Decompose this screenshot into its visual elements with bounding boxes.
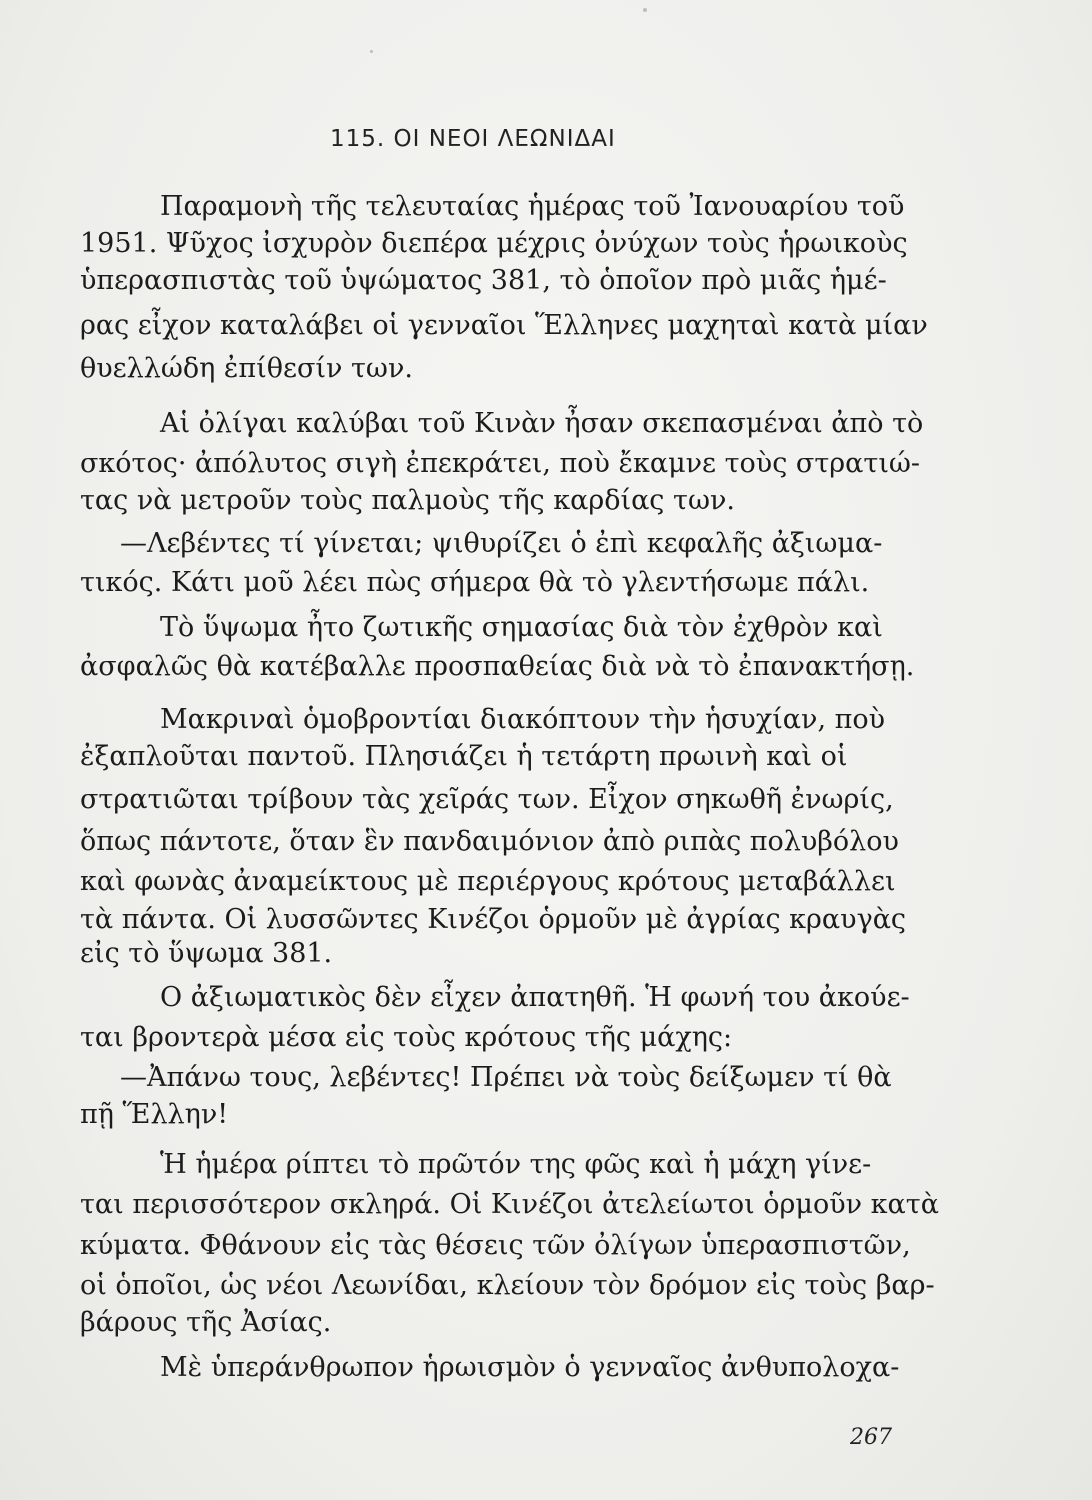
text-line: θυελλώδη ἐπίθεσίν των. xyxy=(80,353,413,384)
text-line: τὰ πάντα. Οἱ λυσσῶντες Κινέζοι ὁρμοῦν μὲ ἀγρίας κραυγὰς xyxy=(80,904,907,935)
text-line: καὶ φωνὰς ἀναμείκτους μὲ περιέργους κρότους μεταβάλλει xyxy=(80,866,896,897)
text-line: Τὸ ὕψωμα ἦτο ζωτικῆς σημασίας διὰ τὸν ἐχθρὸν καὶ xyxy=(160,612,883,643)
text-line: οἱ ὁποῖοι, ὡς νέοι Λεωνίδαι, κλείουν τὸν δρόμον εἰς τοὺς βαρ- xyxy=(80,1270,935,1301)
text-line: Παραμονὴ τῆς τελευταίας ἡμέρας τοῦ Ἰανουαρίου τοῦ xyxy=(160,191,905,222)
page-number: 267 xyxy=(850,1425,892,1450)
text-line: Ο ἀξιωματικὸς δὲν εἶχεν ἀπατηθῆ. Ἡ φωνή του ἀκούε- xyxy=(160,982,910,1013)
text-line: Ἡ ἡμέρα ρίπτει τὸ πρῶτόν της φῶς καὶ ἡ μάχη γίνε- xyxy=(160,1149,872,1180)
text-line: τας νὰ μετροῦν τοὺς παλμοὺς τῆς καρδίας των. xyxy=(80,485,735,516)
text-line: ἐξαπλοῦται παντοῦ. Πλησιάζει ἡ τετάρτη πρωινὴ καὶ οἱ xyxy=(80,741,848,772)
text-line: εἰς τὸ ὕψωμα 381. xyxy=(80,938,333,969)
text-line: πῇ Ἕλλην! xyxy=(80,1099,229,1130)
text-line: 1951. Ψῦχος ἰσχυρὸν διεπέρα μέχρις ὀνύχων τοὺς ἡρωικοὺς xyxy=(80,228,908,259)
chapter-title: 115. ΟΙ ΝΕΟΙ ΛΕΩΝΙΔΑΙ xyxy=(330,126,616,152)
print-speck xyxy=(643,8,647,12)
text-line: τικός. Κάτι μοῦ λέει πὼς σήμερα θὰ τὸ γλεντήσωμε πάλι. xyxy=(80,567,870,598)
text-line: κύματα. Φθάνουν εἰς τὰς θέσεις τῶν ὀλίγων ὑπερασπιστῶν, xyxy=(80,1230,911,1261)
print-speck xyxy=(370,50,373,53)
text-line: ὑπερασπιστὰς τοῦ ὑψώματος 381, τὸ ὁποῖον πρὸ μιᾶς ἡμέ- xyxy=(80,265,887,296)
text-line: στρατιῶται τρίβουν τὰς χεῖράς των. Εἶχον σηκωθῆ ἐνωρίς, xyxy=(80,784,894,815)
text-line: Αἱ ὀλίγαι καλύβαι τοῦ Κινὰν ἦσαν σκεπασμέναι ἀπὸ τὸ xyxy=(160,408,924,439)
text-line: βάρους τῆς Ἀσίας. xyxy=(80,1307,332,1338)
text-line: σκότος· ἀπόλυτος σιγὴ ἐπεκράτει, ποὺ ἔκαμνε τοὺς στρατιώ- xyxy=(80,448,921,479)
text-line: ται περισσότερον σκληρά. Οἱ Κινέζοι ἀτελείωτοι ὁρμοῦν κατὰ xyxy=(80,1189,939,1220)
text-line: —Λεβέντες τί γίνεται; ψιθυρίζει ὁ ἐπὶ κεφαλῆς ἀξιωμα- xyxy=(120,528,883,559)
text-line: —Ἀπάνω τους, λεβέντες! Πρέπει νὰ τοὺς δείξωμεν τί θὰ xyxy=(120,1062,892,1093)
text-line: Μακριναὶ ὁμοβροντίαι διακόπτουν τὴν ἡσυχίαν, ποὺ xyxy=(160,704,886,735)
text-line: ἀσφαλῶς θὰ κατέβαλλε προσπαθείας διὰ νὰ τὸ ἐπανακτήσῃ. xyxy=(80,651,915,682)
text-line: Μὲ ὑπεράνθρωπον ἡρωισμὸν ὁ γενναῖος ἀνθυπολοχα- xyxy=(160,1352,900,1383)
text-line: ὅπως πάντοτε, ὅταν ἓν πανδαιμόνιον ἀπὸ ριπὰς πολυβόλου xyxy=(80,826,899,857)
text-line: ται βροντερὰ μέσα εἰς τοὺς κρότους τῆς μάχης: xyxy=(80,1022,733,1053)
text-line: ρας εἶχον καταλάβει οἱ γενναῖοι Ἕλληνες μαχηταὶ κατὰ μίαν xyxy=(80,310,928,341)
